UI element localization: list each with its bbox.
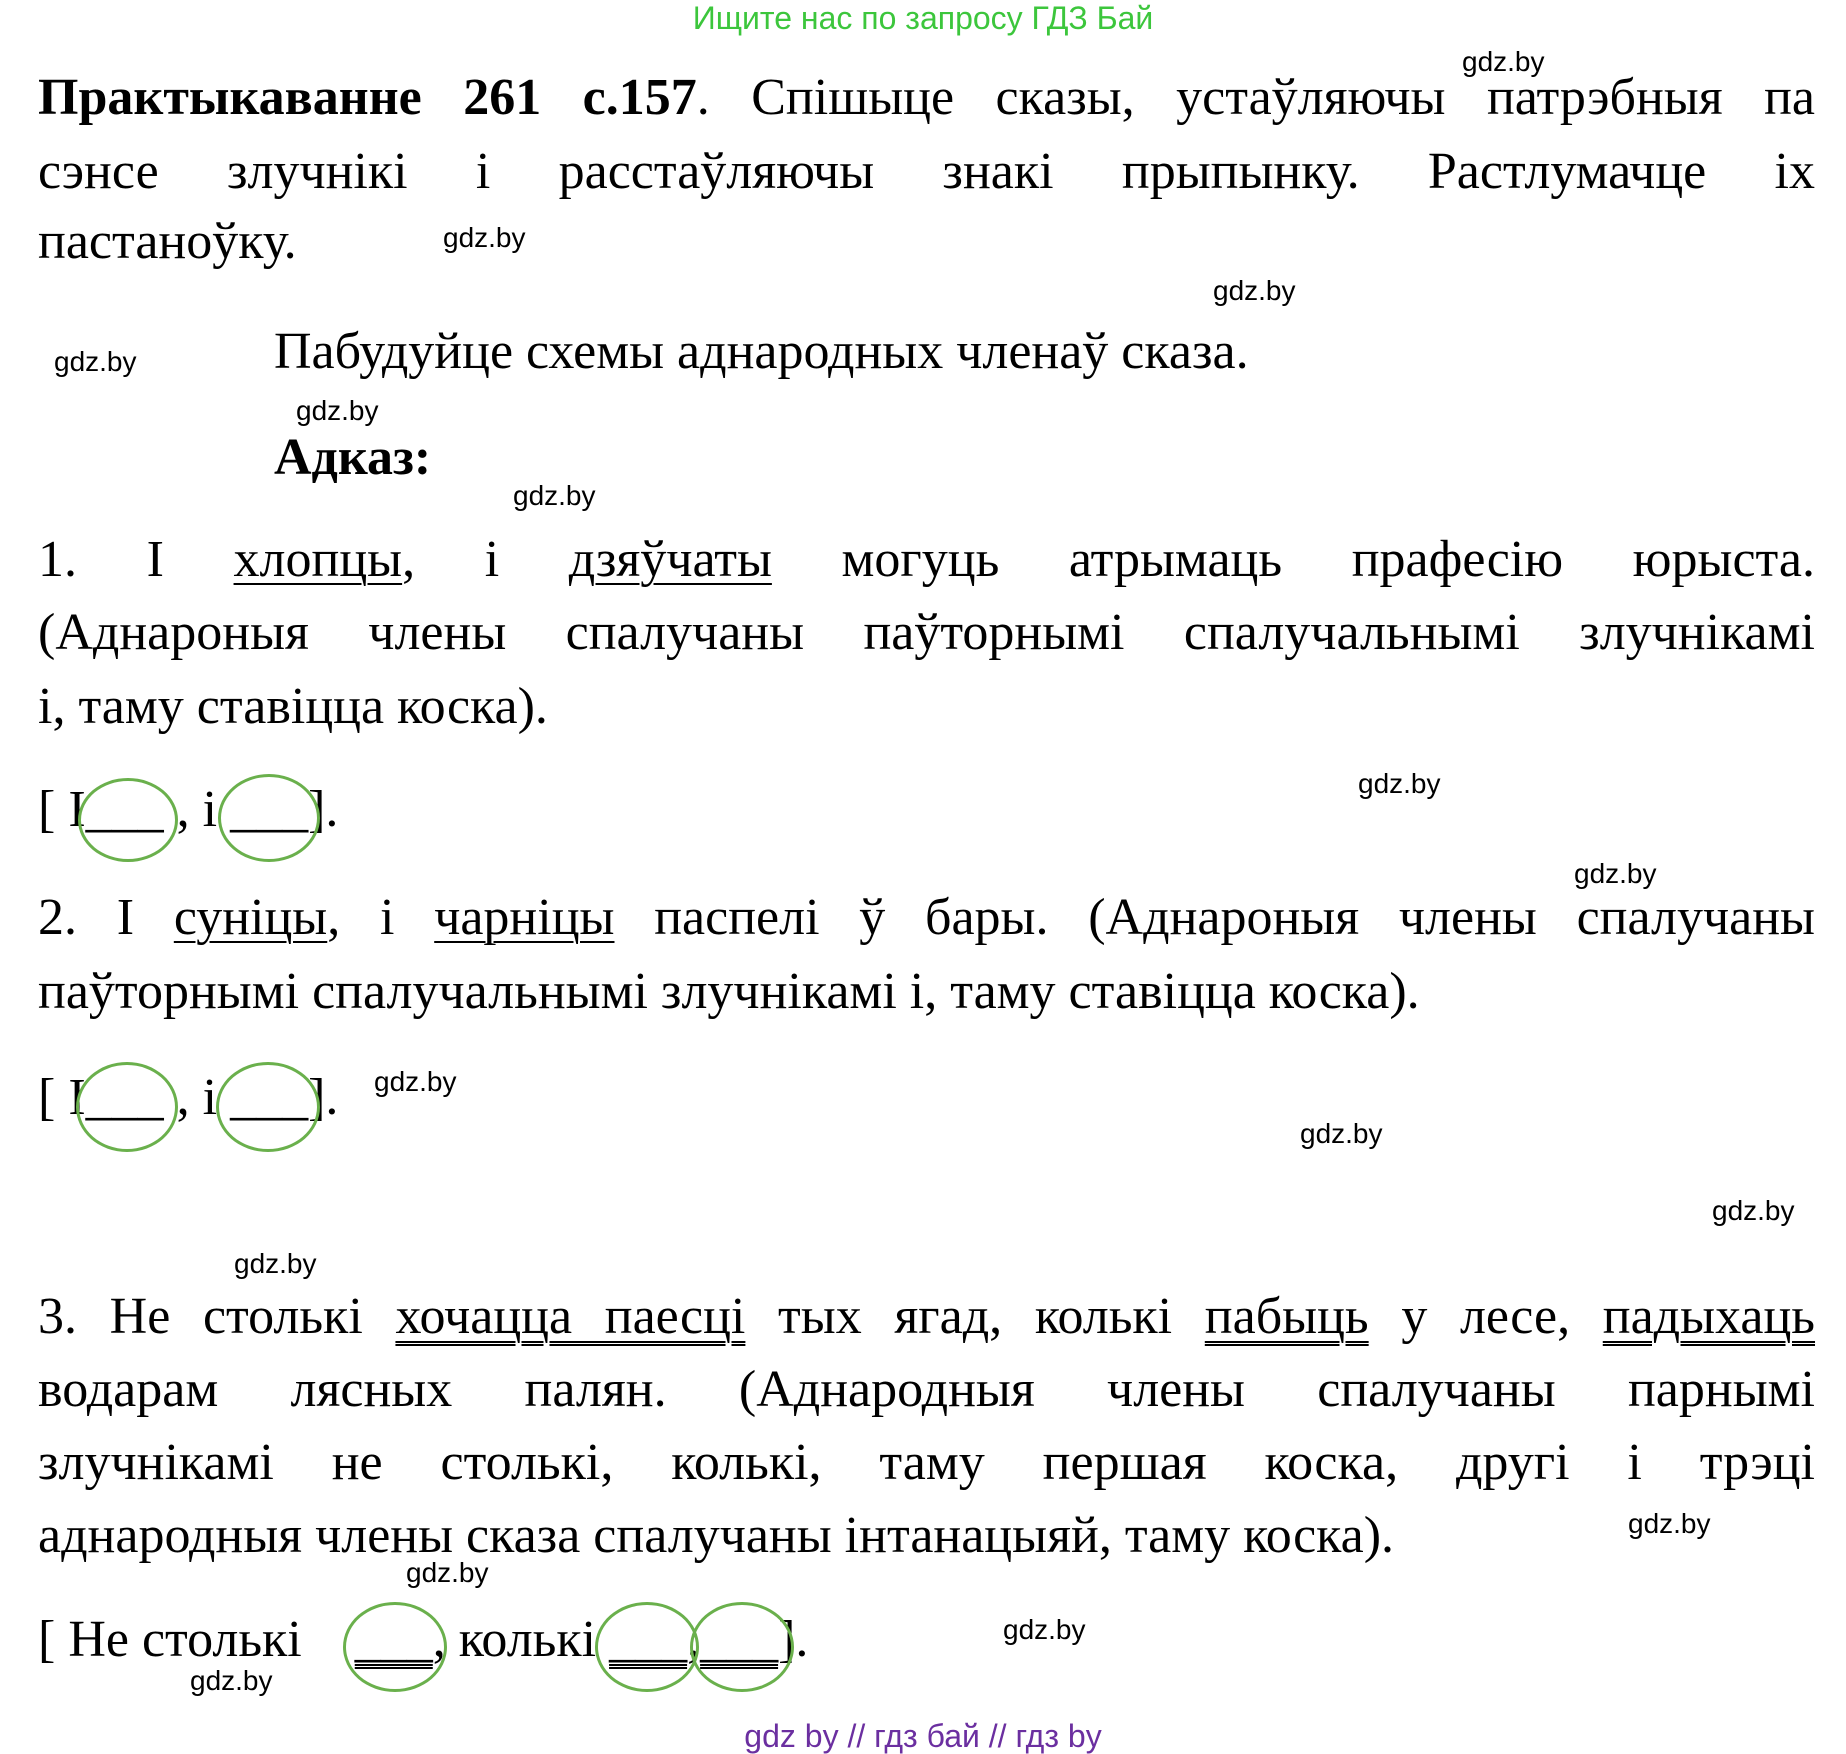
item2-text-a: 2. І: [38, 889, 174, 946]
watermark: gdz.by: [190, 1665, 273, 1696]
item2-subject-2: чарніцы: [434, 889, 615, 946]
item3-predicate-2: пабыць: [1204, 1288, 1369, 1345]
schema-oval-2: [609, 1610, 687, 1670]
watermark: gdz.by: [406, 1557, 489, 1588]
schema-blank: ___: [354, 1611, 433, 1668]
watermark: gdz.by: [54, 346, 137, 377]
item3-predicate-1: хочацца паесці: [395, 1288, 746, 1345]
top-banner: Ищите нас по запросу ГДЗ Бай: [692, 0, 1154, 36]
item1-text-b: , і: [402, 531, 569, 588]
item3-line-1: [38, 1287, 1815, 1347]
item2-line-1: [38, 888, 1815, 948]
footer-links: gdz by // гдз бай // гдз by: [744, 1718, 1102, 1754]
item2-line-2: паўторнымі спалучальнымі злучнікамі і, таму ставіцца коска).: [38, 963, 1420, 1020]
item1-line-2: (Аднароныя члены спалучаны паўторнымі спалучальнымі злучнікамі: [38, 604, 1815, 661]
schema-close: ].: [308, 781, 339, 838]
schema-oval-2: [230, 780, 308, 840]
watermark: gdz.by: [374, 1066, 457, 1097]
watermark: gdz.by: [1574, 858, 1657, 889]
schema-oval-1: [86, 1068, 164, 1128]
schema-oval-1: [86, 780, 164, 840]
schema-close: ].: [778, 1611, 809, 1668]
watermark: gdz.by: [1003, 1614, 1086, 1645]
watermark: gdz.by: [1300, 1118, 1383, 1149]
item1-subject-1: хлопцы: [233, 531, 403, 588]
watermark: gdz.by: [1462, 46, 1545, 77]
exercise-line-1: [38, 68, 1815, 128]
exercise-title: Практыкаванне 261 с.157: [38, 69, 697, 126]
item3-text-c: у лесе,: [1368, 1288, 1603, 1345]
schema-blank: ___: [230, 1069, 309, 1126]
watermark: gdz.by: [1213, 275, 1296, 306]
item1-line-1: [38, 530, 1815, 590]
item2-schema: [38, 1068, 338, 1128]
schema-close: ].: [308, 1069, 339, 1126]
schema-mid: , і: [163, 1069, 231, 1126]
exercise-line-2: сэнсе злучнікі і расстаўляючы знакі прыпынку. Растлумачце іх: [38, 143, 1815, 200]
item3-text-a: 3. Не столькі: [38, 1288, 396, 1345]
watermark: gdz.by: [443, 222, 526, 253]
watermark: gdz.by: [513, 480, 596, 511]
watermark: gdz.by: [1358, 768, 1441, 799]
watermark: gdz.by: [234, 1248, 317, 1279]
item3-text-b: тых ягад, колькі: [745, 1288, 1205, 1345]
task-text: Пабудуйце схемы аднародных членаў сказа.: [274, 323, 1249, 380]
item3-predicate-3: падыхаць: [1602, 1288, 1816, 1345]
schema-blank: ___: [230, 781, 309, 838]
schema-blank: ___: [85, 781, 164, 838]
schema-mid: , і: [163, 781, 231, 838]
schema-blank: ___: [609, 1611, 688, 1668]
schema-comma: ,: [687, 1611, 701, 1668]
item1-schema: [38, 780, 338, 840]
item1-line-3: і, таму ставіцца коска).: [38, 678, 548, 735]
schema-blank: ___: [700, 1611, 779, 1668]
schema-open: [ Не столькі: [38, 1611, 315, 1668]
exercise-line-3: пастаноўку.: [38, 213, 297, 270]
answer-label: Адказ:: [274, 429, 432, 486]
item2-text-b: , і: [327, 889, 435, 946]
schema-open: [ І: [38, 1069, 86, 1126]
schema-oval-3: [700, 1610, 778, 1670]
watermark: gdz.by: [296, 395, 379, 426]
schema-oval-1: [355, 1610, 433, 1670]
schema-mid: , колькі: [432, 1611, 610, 1668]
schema-blank: ___: [85, 1069, 164, 1126]
item1-text-c: могуць атрымаць прафесію юрыста.: [771, 531, 1815, 588]
schema-oval-2: [230, 1068, 308, 1128]
watermark: gdz.by: [1712, 1195, 1795, 1226]
exercise-text-1: . Спішыце сказы, устаўляючы патрэбныя па: [696, 69, 1816, 126]
item3-line-4: аднародныя члены сказа спалучаны інтанацыяй, таму коска).: [38, 1507, 1395, 1564]
item3-line-3: злучнікамі не столькі, колькі, таму першая коска, другі і трэці: [38, 1434, 1815, 1491]
watermark: gdz.by: [1628, 1508, 1711, 1539]
item2-subject-1: суніцы: [173, 889, 328, 946]
item1-text-a: 1. І: [38, 531, 234, 588]
schema-open: [ І: [38, 781, 86, 838]
item3-schema: [38, 1610, 808, 1670]
item3-line-2: водарам лясных палян. (Аднародныя члены спалучаны парнымі: [38, 1361, 1815, 1418]
item1-subject-2: дзяўчаты: [568, 531, 772, 588]
item2-text-c: паспелі ў бары. (Аднароныя члены спалучаны: [614, 889, 1815, 946]
